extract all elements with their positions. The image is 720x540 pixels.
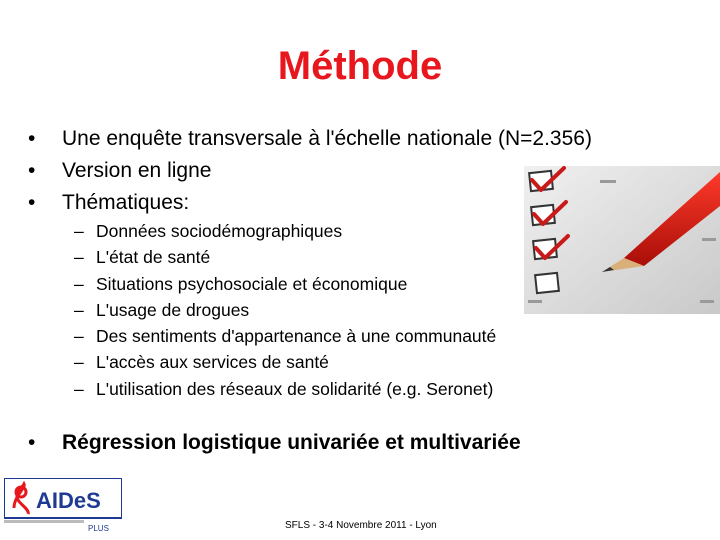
sub-item <box>74 323 574 349</box>
dash-icon: – <box>74 352 84 373</box>
bullet-icon: • <box>28 127 36 150</box>
logo-sub-text: PLUS <box>88 524 109 533</box>
sub-item-text: Situations psychosociale et économique <box>96 273 408 294</box>
dash-icon: – <box>74 247 84 268</box>
sub-item <box>74 376 574 402</box>
sub-item <box>74 297 574 323</box>
dash-icon: – <box>74 326 84 347</box>
sub-item <box>74 271 574 297</box>
sub-item <box>74 349 574 375</box>
logo-text: AIDeS <box>36 488 101 513</box>
sub-item-text: L'état de santé <box>96 247 211 268</box>
dash-icon: – <box>74 221 84 241</box>
sub-item-text: L'utilisation des réseaux de solidarité (e.g. Seronet) <box>96 378 494 399</box>
bullet-text: Une enquête transversale à l'échelle nationale (N=2.356) <box>62 127 592 150</box>
bullet-text: Thématiques: <box>62 191 190 214</box>
bullet-item <box>28 123 718 155</box>
slide-title: Méthode <box>277 44 443 88</box>
aides-logo <box>4 478 122 534</box>
bold-bullet-item <box>28 427 521 459</box>
bullet-text: Version en ligne <box>62 159 212 182</box>
sub-item-text: Données sociodémographiques <box>96 221 343 241</box>
dash-icon: – <box>74 273 84 294</box>
slide-footer: SFLS - 3-4 Novembre 2011 - Lyon <box>285 520 437 531</box>
sub-item <box>74 218 574 244</box>
sub-list <box>74 218 574 402</box>
sub-item-text: L'usage de drogues <box>96 299 250 320</box>
checklist-pencil-image <box>524 166 720 314</box>
dash-icon: – <box>74 299 84 320</box>
dash-icon: – <box>74 378 84 399</box>
sub-item <box>74 244 574 270</box>
sub-item-text: L'accès aux services de santé <box>96 352 329 373</box>
bullet-icon: • <box>28 191 36 214</box>
sub-item-text: Des sentiments d'appartenance à une communauté <box>96 326 497 347</box>
bold-bullet-text: Régression logistique univariée et multivariée <box>62 431 521 454</box>
bullet-icon: • <box>28 159 36 182</box>
bullet-icon: • <box>28 431 36 454</box>
